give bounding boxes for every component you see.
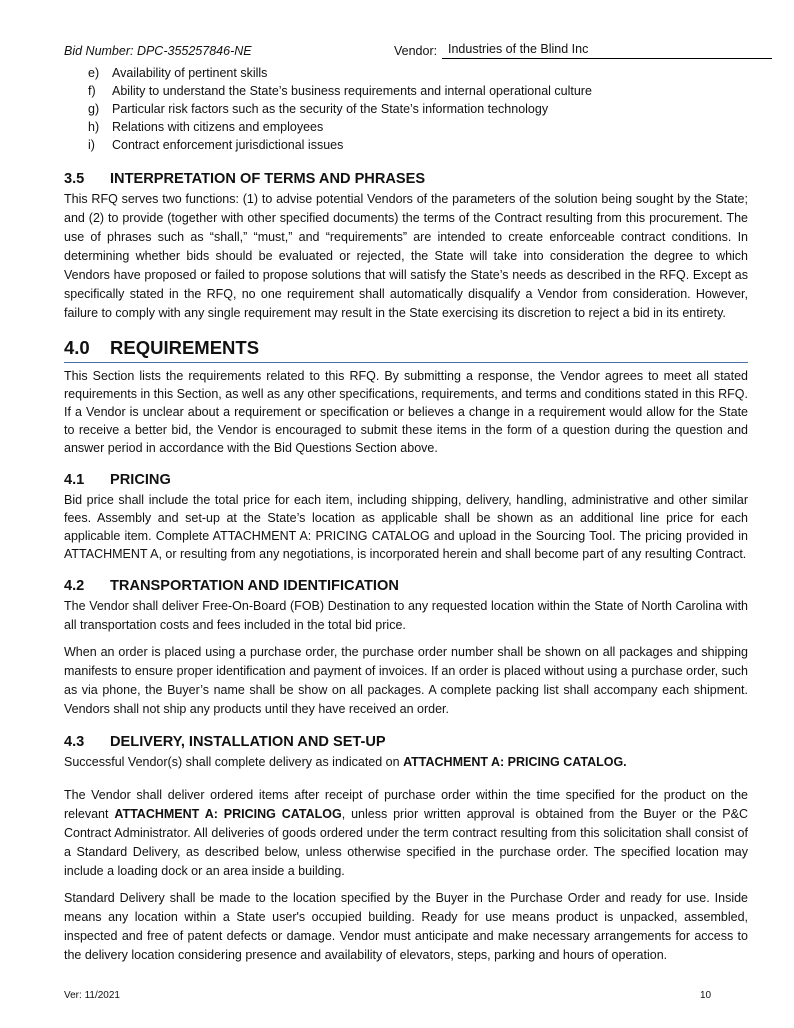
section-4-0-heading	[64, 337, 748, 363]
section-number: 4.1	[64, 472, 85, 488]
section-4-1-paragraph: Bid price shall include the total price for each item, including shipping, delivery, handling, administrative and other similar fees. Assembly and set-up at the State’s location as applicable shall be shown as an additional line price for each applicable item. Complete ATTACHMENT A: PRICING CATALOG and upload in the Sourcing Tool. The pricing provided in ATTACHMENT A, or resulting from any negotiations, is incorporated herein and shall become part of any resulting Contract.	[64, 493, 748, 561]
section-4-3-paragraph-3: Standard Delivery shall be made to the location specified by the Buyer in the Purchase Order and ready for use. Inside means any location within a State user's occupied building. Ready for use means product is unpacked, assembled, inspected and free of patent defects or damage. Vendor must anticipate and make necessary arrangements for access to the delivery location considering presence and availability of elevators, steps, parking and hours of operation.	[64, 891, 748, 962]
list-item	[64, 64, 748, 82]
footer-version: Ver: 11/2021	[64, 990, 120, 1001]
section-4-3-paragraph-1	[64, 753, 748, 772]
section-number: 4.3	[64, 734, 85, 750]
list-item-text: Relations with citizens and employees	[112, 120, 324, 134]
list-item-text: Particular risk factors such as the security of the State’s information technology	[112, 102, 549, 116]
section-4-2-paragraph-1: The Vendor shall deliver Free-On-Board (FOB) Destination to any requested location within the State of North Carolina with all transportation costs and fees included in the total bid price.	[64, 599, 748, 632]
section-title: REQUIREMENTS	[110, 337, 260, 358]
list-item-text: Contract enforcement jurisdictional issues	[112, 138, 344, 152]
list-item	[64, 82, 748, 100]
section-title: DELIVERY, INSTALLATION AND SET-UP	[110, 734, 386, 750]
list-item-text: Ability to understand the State’s business requirements and internal operational culture	[112, 84, 592, 98]
list-item	[64, 100, 748, 118]
attachment-reference: ATTACHMENT A: PRICING CATALOG	[114, 807, 342, 821]
section-number: 4.2	[64, 578, 85, 594]
section-title: PRICING	[110, 472, 171, 488]
page-content	[64, 64, 748, 965]
paragraph-text: The Vendor shall deliver ordered items after receipt of purchase order within the time specified for the product on the relevant	[64, 788, 748, 821]
section-number: 3.5	[64, 171, 85, 187]
list-marker: e)	[88, 66, 100, 80]
list-marker: h)	[88, 120, 100, 134]
list-marker: i)	[88, 138, 95, 152]
section-4-1-heading	[64, 469, 748, 491]
section-4-2-paragraph-2: When an order is placed using a purchase order, the purchase order number shall be shown on all packages and shipping manifests to ensure proper identification and payment of invoices. If an order is placed without using a purchase order, such as via phone, the Buyer’s name shall be show on all packages. A complete packing list shall accompany each shipment. Vendors shall not ship any products until they have received an order.	[64, 645, 748, 716]
section-title: TRANSPORTATION AND IDENTIFICATION	[110, 578, 399, 594]
bid-number: Bid Number: DPC-355257846-NE	[64, 44, 252, 58]
section-4-0-paragraph: This Section lists the requirements related to this RFQ. By submitting a response, the Vendor agrees to meet all stated requirements in this Section, as well as any other specifications, requirements, and terms and conditions stated in this RFQ. If a Vendor is unclear about a requirement or specification or believes a change in a requirement would allow for the State to receive a better bid, the Vendor is encouraged to submit these items in the form of a question during the question and answer period in accordance with the Bid Questions Section above.	[64, 369, 748, 455]
list-item-text: Availability of pertinent skills	[112, 66, 268, 80]
section-4-3-heading	[64, 731, 748, 753]
list-item	[64, 136, 748, 154]
criteria-list	[64, 64, 748, 154]
vendor-label: Vendor:	[394, 44, 438, 58]
list-marker: g)	[88, 102, 100, 116]
page-number: 10	[700, 990, 712, 1001]
paragraph-text: Successful Vendor(s) shall complete delivery as indicated on	[64, 755, 404, 769]
section-4-2-heading	[64, 575, 748, 597]
attachment-reference: ATTACHMENT A: PRICING CATALOG.	[403, 755, 627, 769]
section-3-5-heading	[64, 168, 748, 190]
list-marker: f)	[88, 84, 96, 98]
paragraph-text: , unless prior written approval is obtained from the Buyer or the P&C Contract Administrator. All deliveries of goods ordered under the term contract resulting from this solicitation shall consist of a Standard Delivery, as described below, unless otherwise specified in the purchase order. The specified location may include a loading dock or an area inside a building.	[64, 807, 748, 878]
page-header	[64, 42, 730, 62]
vendor-field: Industries of the Blind Inc	[442, 42, 772, 59]
section-3-5-paragraph: This RFQ serves two functions: (1) to advise potential Vendors of the parameters of the solution being sought by the State; and (2) to provide (together with other specified documents) the terms of the Contract resulting from this procurement. The use of phrases such as “shall,” “must,” and “requirements” are intended to create enforceable contract conditions. In determining whether bids should be evaluated or rejected, the State will take into consideration the degree to which Vendors have proposed or failed to propose solutions that will satisfy the State’s needs as described in the RFQ. Except as specifically stated in the RFQ, no one requirement shall automatically disqualify a Vendor from consideration. However, failure to comply with any single requirement may result in the State exercising its discretion to reject a bid in its entirety.	[64, 192, 748, 320]
section-number: 4.0	[64, 337, 90, 358]
section-title: INTERPRETATION OF TERMS AND PHRASES	[110, 171, 426, 187]
list-item	[64, 118, 748, 136]
section-4-3-paragraph-2	[64, 786, 748, 881]
